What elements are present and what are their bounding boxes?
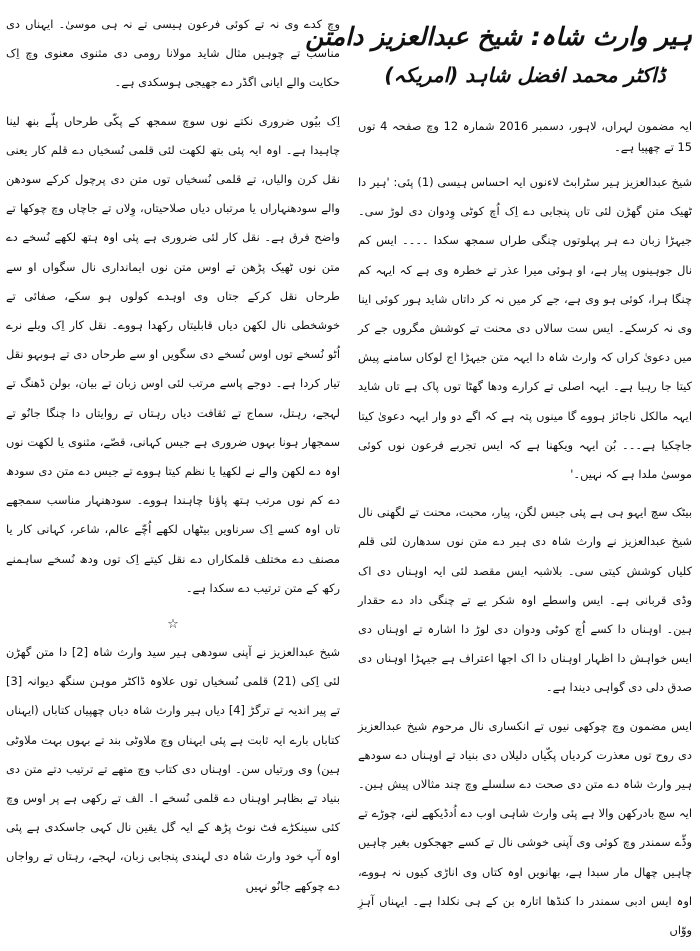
body-paragraph: وچ کدے وی نہ تے کوئی فرعون ہیسی تے نہ ہی موسیٰ۔ ایہناں دی مناسب تے چوہیں مثال شاید مولانا رومی دی مثنوی معنوی وچ اِک حکایت والے ایانی اگڈر دے جھیجی ہوسکدی ہے۔	[6, 17, 340, 90]
body-paragraph: بیٹک سچ ایہو ہی ہے پئی جیس لگن، پیار، محبت، محنت تے لگھنی نال شیخ عبدالعزیز نے وارث شاہ دی ہیر دے متن نوں سدھارن لئی قلم کلیاں کوشش کیتی سی۔ بلاشبہ ایس مقصد لئی ایہ اوہناں دی اک وڈی قربانی ہے۔ ایس واسطے اوہ شکر یے تے چنگی داد دے حقدار ہین۔ اوہناں دا کسے اُچ کوٹی ودوان دی لوڑ دا اشارہ تے اوہناں دی ایس خواہش دا اظہار اوہناں دا اک اجھا اعتراف ہے جیہڑا اوہناں دی صدق دلی دی گواہی دیندا ہے۔	[358, 505, 692, 695]
article-author: ڈاکٹر محمد افضل شاہد (امریکہ)	[384, 63, 666, 87]
body-paragraph: شیخ عبدالعزیز ہیر سٹرابٹ لاءنوں ایہ احساس ہیسی (1) پئی: 'ہیر دا ٹھیک متن گھڑن لئی تاں پنجابی دے اِک اُچ کوٹی وِدوان دی لوڑ سی۔ جیہڑا زبان دے ہر پہلوتوں چنگی طراں سمجھ سکدا ۔۔۔۔ ایس کم نال جوہینوں پیار ہے، او ہوئی میرا عذر تے خطرہ وی ہے کہ ایہہ کم چنگا ہرا، کوئی ہو وی ہے، جے کر میں نہ کر داتاں شاید ہور کوئی اینا وی نہ کرسکے۔ ایس ست سالاں دی محنت تے کوشش مگروں جے کر میں دعویٰ کراں کہ وارث شاہ دا ایہہ متن جیہڑا اج لوکاں سامنے پیش کیتا جا رہیا ہے۔ ایہہ اصلی تے کرارے ودھا گھٹا توں پاک ہے تاں شاید ایہہ مالکل ناجائز ہووے گا مینوں پتہ ہے کہ اگے دو وار ایہہ دعویٰ کیتا جاچکیا ہے۔۔۔ بُن ایہہ ویکھنا ہے کہ ایس تجربے فرعون نوں کوئی موسیٰ ملدا ہے کہ نہیں۔'	[358, 175, 692, 482]
publication-note: ایہ مضمون لہراں، لاہور، دسمبر 2016 شمارہ 12 وچ صفحہ 4 توں 15 تے چھپیا ہے۔	[358, 119, 692, 154]
section-separator-star: ☆	[167, 617, 179, 633]
body-paragraph: شیخ عبدالعزیز نے آپنی سودھی ہیر سید وارث شاہ [2] دا متن گھڑن لئی اِکی (21) قلمی نُسخیاں توں علاوہ ڈاکٹر موہن سنگھ دیوانہ [3] تے پیر اندیہ تے ترگڑ [4] دیاں ہیر وارث شاہ دیاں چھپیاں کتاباں (ایہناں کتاباں بارے ایہ ثابت ہے پئی ایہناں وچ ملاوٹی بند تے بہوں بہت ملاوٹی ہین) وی ورتیاں سن۔ اوہناں دی کتاب وچ متھے تے ترتیب دتے متن دی بنیاد تے بظاہر اوہناں دے قلمی نُسخے ا۔ الف تے رکھی ہے پر اوس وچ کئی سینکڑے فٹ نوٹ پڑھ کے ایہ گل یقین نال کہی جاسکدی ہے پئی اوہ آپ خود وارث شاہ دی لہندی پنجابی زبان، لہجے، رہتاں تے رواجاں دے چوکھے جانُو نہیں	[6, 645, 341, 893]
body-paragraph: ایس مضمون وچ چوکھی نیوں تے انکساری نال مرحوم شیخ عبدالعزیز دی روح توں معذرت کردیاں پکّیاں دلیلاں دی بنیاد تے اوہناں دے سودھے ہیر وارث شاہ دے متن دی صحت دے سلسلے وچ چند مثالاں پیش ہین۔ ایہ سچ بادرکھن والا ہے پئی وارث شاہی اوب دے اُدڈیکھے لنے، چوڑے تے وڈّے سمندر وچ کوئی وی آپنی خوشی نال تے کسے جھجکوں بغیر چاہیں چاہیں چھال مار سبدا ہے، بھانویں اوہ کتاں وی اناڑی کیوں نہ ہووے، اوہ ایس ادبی سمندر دا کنڈھا اتارہ بن کے ہی نکلدا ہے۔ ایہناں آہزِ ووّاں	[358, 718, 692, 938]
body-paragraph: اِک بیُوں ضروری نکتے نوں سوچ سمجھ کے پکّی طرحاں پلّے بنھ لینا چاہیدا ہے۔ اوہ ایہ پئی بتھ لکھت لئی قلمی نُسخیاں دے قلم کار یعنی نقل کرن والیاں، تے قلمی نُسخیاں توں متن دی پرچول کرکے سودھن والے سودھنہاراں یا مرتباں دیاں صلاحیتاں، وِلاں تے جاچاں وچ چوکھا تے واضح فرق ہے۔ نقل کار لئی ضروری ہے پئی اوہ ہتھ لکھے نُسخے دے متن نوں ٹھیک پڑھن تے اوس متن نوں ایمانداری نال سگواں او سے طرحاں نقل کرکے جتاں وی اوہدے کولوں ہو سکے، صفائی تے خوشخطی نال لکھن دیاں قابلیتاں رکھدا ہووے۔ نقل کار اِک ویلے نرے اُٹو نُسخے توں اوس نُسخے دی سگویں او سے طرحاں دی تے ہوبہو نقل تیار کردا ہے۔ دوجے پاسے مرتب لئی اوس زبان تے بیان، بولن ڈھنگ تے لہجے، رہتل، سماج تے ثقافت دیاں رہتاں تے روایتاں دا چنگا جانُو تے سمجھار ہونا بہوں ضروری ہے جیس کہانی، قصّے، مثنوی یا لکھت نوں اوہ دے لکھن والے نے لکھیا یا نظم کیتا ہووے تے جیس دے متن دی سودھ دے کم نوں مرتب ہتھ پاؤنا چاہندا ہووے۔ سودھنہار مناسب سمجھے تاں اوہ کسے اِک سرناویں بیٹھاں لکھے اُچّے عالم، شاعر، کہانی کار یا مصنف دے مختلف قلمکاراں دے نقل کیتے اِک توں ودھ نُسخے ساہمنے رکھ کے متن ترتیب دے سکدا ہے۔	[6, 113, 340, 595]
right-column	[305, 0, 692, 951]
left-column	[6, 0, 340, 951]
article-title: ہیر وارث شاہ: شیخ عبدالعزیز دامتن	[305, 22, 692, 51]
